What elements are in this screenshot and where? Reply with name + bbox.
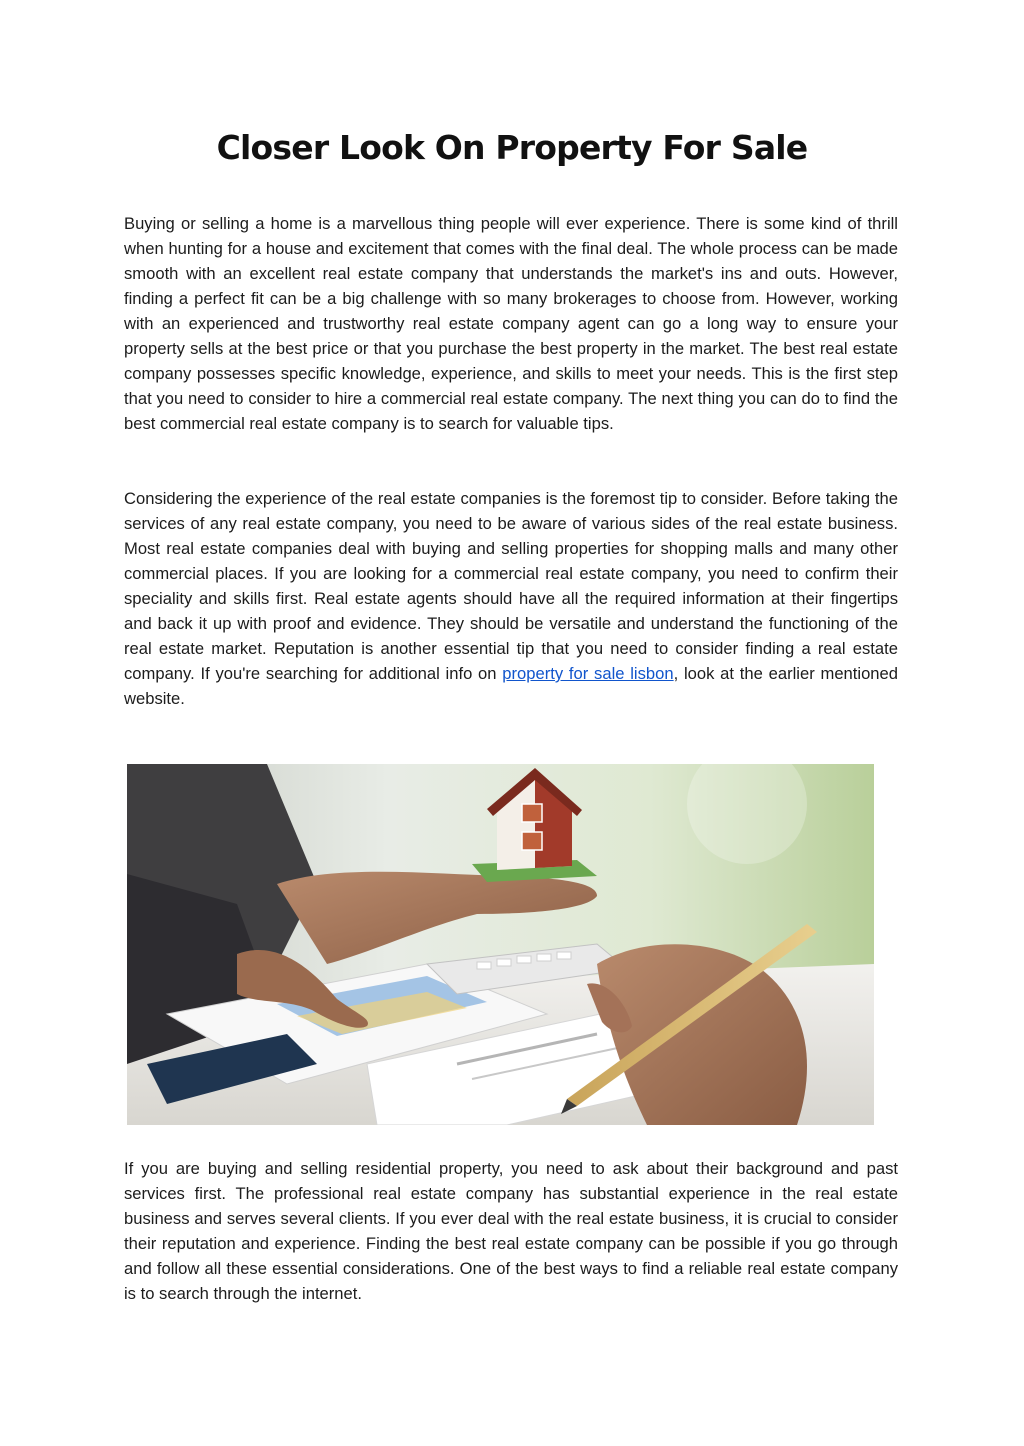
page-title: Closer Look On Property For Sale (216, 128, 808, 167)
paragraph-residential: If you are buying and selling residential property, you need to ask about their background and past services first. The professional real estate company has substantial experience in the real estate business and serves several clients. If you ever deal with the real estate business, it is crucial to consider their reputation and experience. Finding the best real estate company can be possible if you go through and follow all these essential considerations. One of the best ways to find a reliable real estate company is to search through the internet. (124, 1159, 898, 1303)
paragraph-intro: Buying or selling a home is a marvellous thing people will ever experience. There is some kind of thrill when hunting for a house and excitement that comes with the final deal. The whole process can be made smooth with an excellent real estate company that understands the market's ins and outs. However, finding a perfect fit can be a big challenge with so many brokerages to choose from. However, working with an experienced and trustworthy real estate company agent can go a long way to ensure your property sells at the best price or that you purchase the best property in the market. The best real estate company possesses specific knowledge, experience, and skills to meet your needs. This is the first step that you need to consider to hire a commercial real estate company. The next thing you can do to find the best commercial real estate company is to search for valuable tips. (124, 214, 898, 433)
paragraph-experience-text: Considering the experience of the real estate companies is the foremost tip to consider. Before taking the services of any real estate company, you need to be aware of various sides of the real estate business. Most real estate companies deal with buying and selling properties for shopping malls and many other commercial places. If you are looking for a commercial real estate company, you need to confirm their speciality and skills first. Real estate agents should have all the required information at their fingertips and back it up with proof and evidence. They should be versatile and understand the functioning of the real estate market. Reputation is another essential tip that you need to consider finding a real estate company. If you're searching for additional info on (124, 489, 898, 683)
property-for-sale-lisbon-link[interactable]: property for sale lisbon (502, 664, 674, 683)
paragraph-experience (124, 486, 898, 711)
paragraph-experience-tail: , look at the earlier mentioned website. (124, 664, 898, 708)
real-estate-photo (127, 764, 874, 1125)
